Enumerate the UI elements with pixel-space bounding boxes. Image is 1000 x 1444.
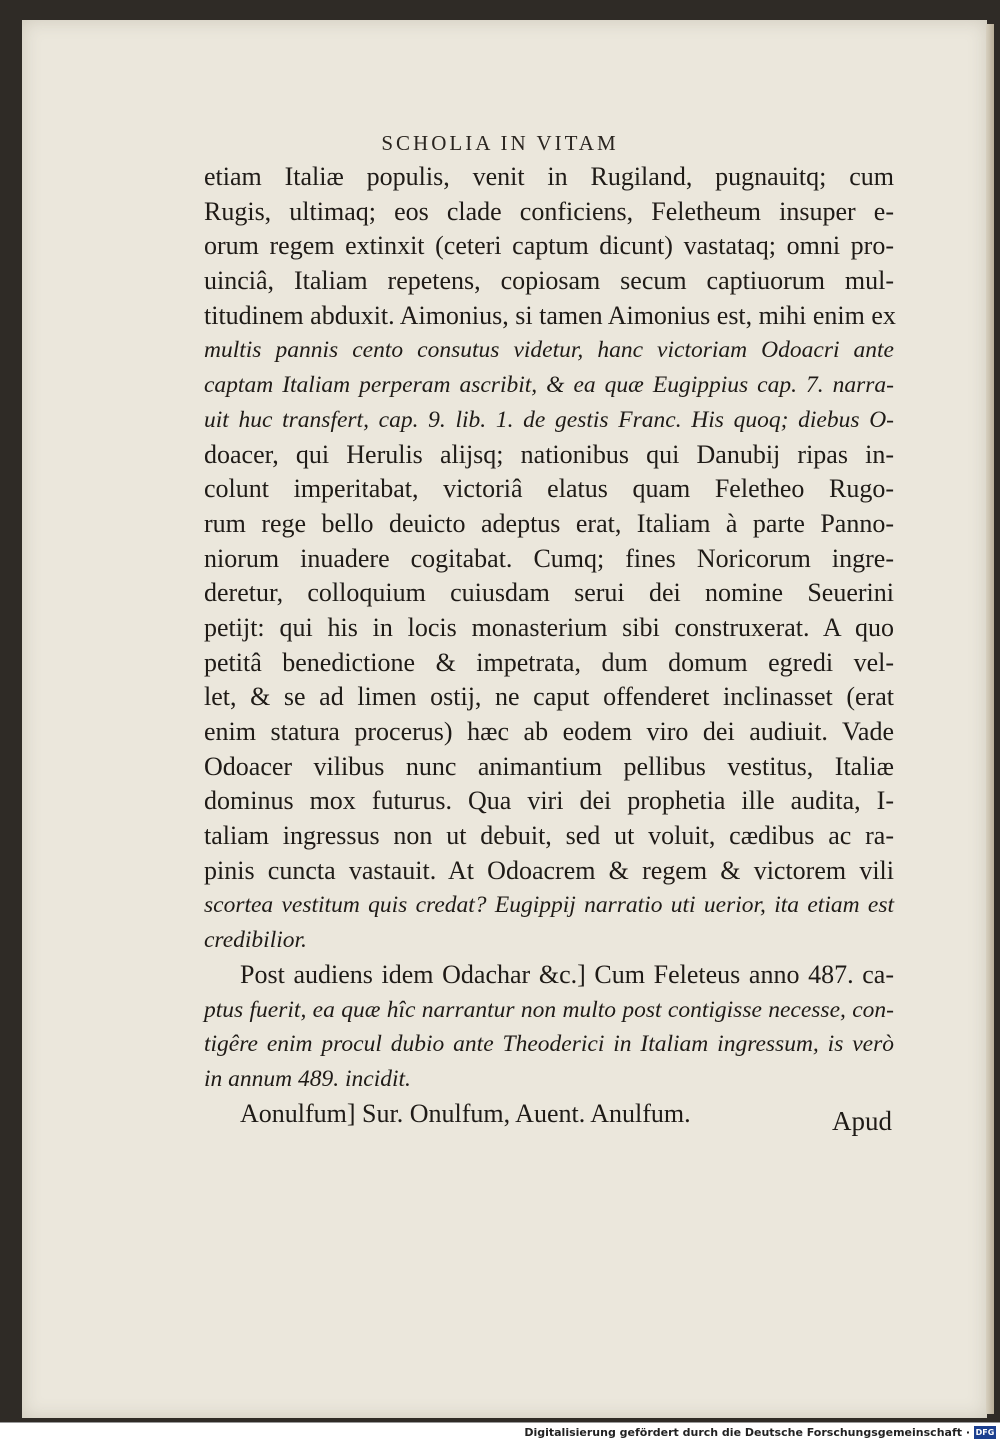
- text-line: doacer, qui Herulis alijsq; nationibus qui Danubij ripas in-: [204, 439, 894, 469]
- text-line: scortea vestitum quis credat? Eugippij narratio uti uerior, ita etiam est: [204, 892, 894, 919]
- text-line: captam Italiam perperam ascribit, & ea quæ Eugippius cap. 7. narra-: [204, 372, 894, 399]
- funding-credit: Digitalisierung gefördert durch die Deutsche Forschungsgemeinschaft ·: [524, 1426, 970, 1439]
- text-line: Aonulfum] Sur. Onulfum, Auent. Anulfum.: [240, 1098, 691, 1128]
- text-line: tigêre enim procul dubio ante Theoderici in Italiam ingressum, is verò: [204, 1031, 894, 1058]
- text-line: petijt: qui his in locis monasterium sibi construxerat. A quo: [204, 612, 894, 642]
- text-line: pinis cuncta vastauit. At Odoacrem & regem & victorem vili: [204, 855, 894, 885]
- dfg-logo-icon: DFG: [975, 1428, 995, 1437]
- text-line: colunt imperitabat, victoriâ elatus quam Feletheo Rugo-: [204, 474, 894, 504]
- text-line: petitâ benedictione & impetrata, dum domum egredi vel-: [204, 647, 894, 677]
- text-line: multis pannis cento consutus videtur, hanc victoriam Odoacri ante: [204, 337, 894, 364]
- text-line: taliam ingressus non ut debuit, sed ut voluit, cædibus ac ra-: [204, 821, 894, 851]
- text-line: deretur, colloquium cuiusdam serui dei nomine Seuerini: [204, 578, 894, 608]
- text-line: enim statura procerus) hæc ab eodem viro dei audiuit. Vade: [204, 717, 894, 746]
- text-line: niorum inuadere cogitabat. Cumq; fines Noricorum ingre-: [204, 543, 894, 573]
- text-line: titudinem abduxit. Aimonius, si tamen Aimonius est, mihi enim ex: [204, 300, 896, 330]
- catchword: Apud: [832, 1106, 892, 1136]
- text-line: Odoacer vilibus nunc animantium pellibus vestitus, Italiæ: [204, 751, 894, 781]
- text-line: rum rege bello deuicto adeptus erat, Italiam à parte Panno-: [204, 508, 894, 538]
- text-line: orum regem extinxit (ceteri captum dicunt) vastataq; omni pro-: [204, 231, 894, 261]
- text-line: uit huc transfert, cap. 9. lib. 1. de gestis Franc. His quoq; diebus O-: [204, 406, 894, 433]
- running-head: SCHOLIA IN VITAM: [381, 131, 619, 155]
- page-edge: [986, 24, 994, 1414]
- text-line: credibilior.: [204, 927, 307, 954]
- text-line: ptus fuerit, ea quæ hîc narrantur non multo post contigisse necesse, con-: [204, 996, 894, 1023]
- text-line: etiam Italiæ populis, venit in Rugiland, pugnauitq; cum: [204, 162, 894, 191]
- text-line: let, & se ad limen ostij, ne caput offenderet inclinasset (erat: [204, 682, 894, 712]
- text-line: dominus mox futurus. Qua viri dei prophetia ille audita, I-: [204, 786, 894, 816]
- text-line: Post audiens idem Odachar &c.] Cum Feleteus anno 487. ca-: [240, 959, 894, 989]
- text-block: [204, 160, 894, 1131]
- text-line: uinciâ, Italiam repetens, copiosam secum captiuorum mul-: [204, 266, 894, 296]
- footer-bar: [0, 1422, 1000, 1444]
- text-line: Rugis, ultimaq; eos clade conficiens, Feletheum insuper e-: [204, 196, 894, 226]
- text-line: in annum 489. incidit.: [204, 1065, 411, 1092]
